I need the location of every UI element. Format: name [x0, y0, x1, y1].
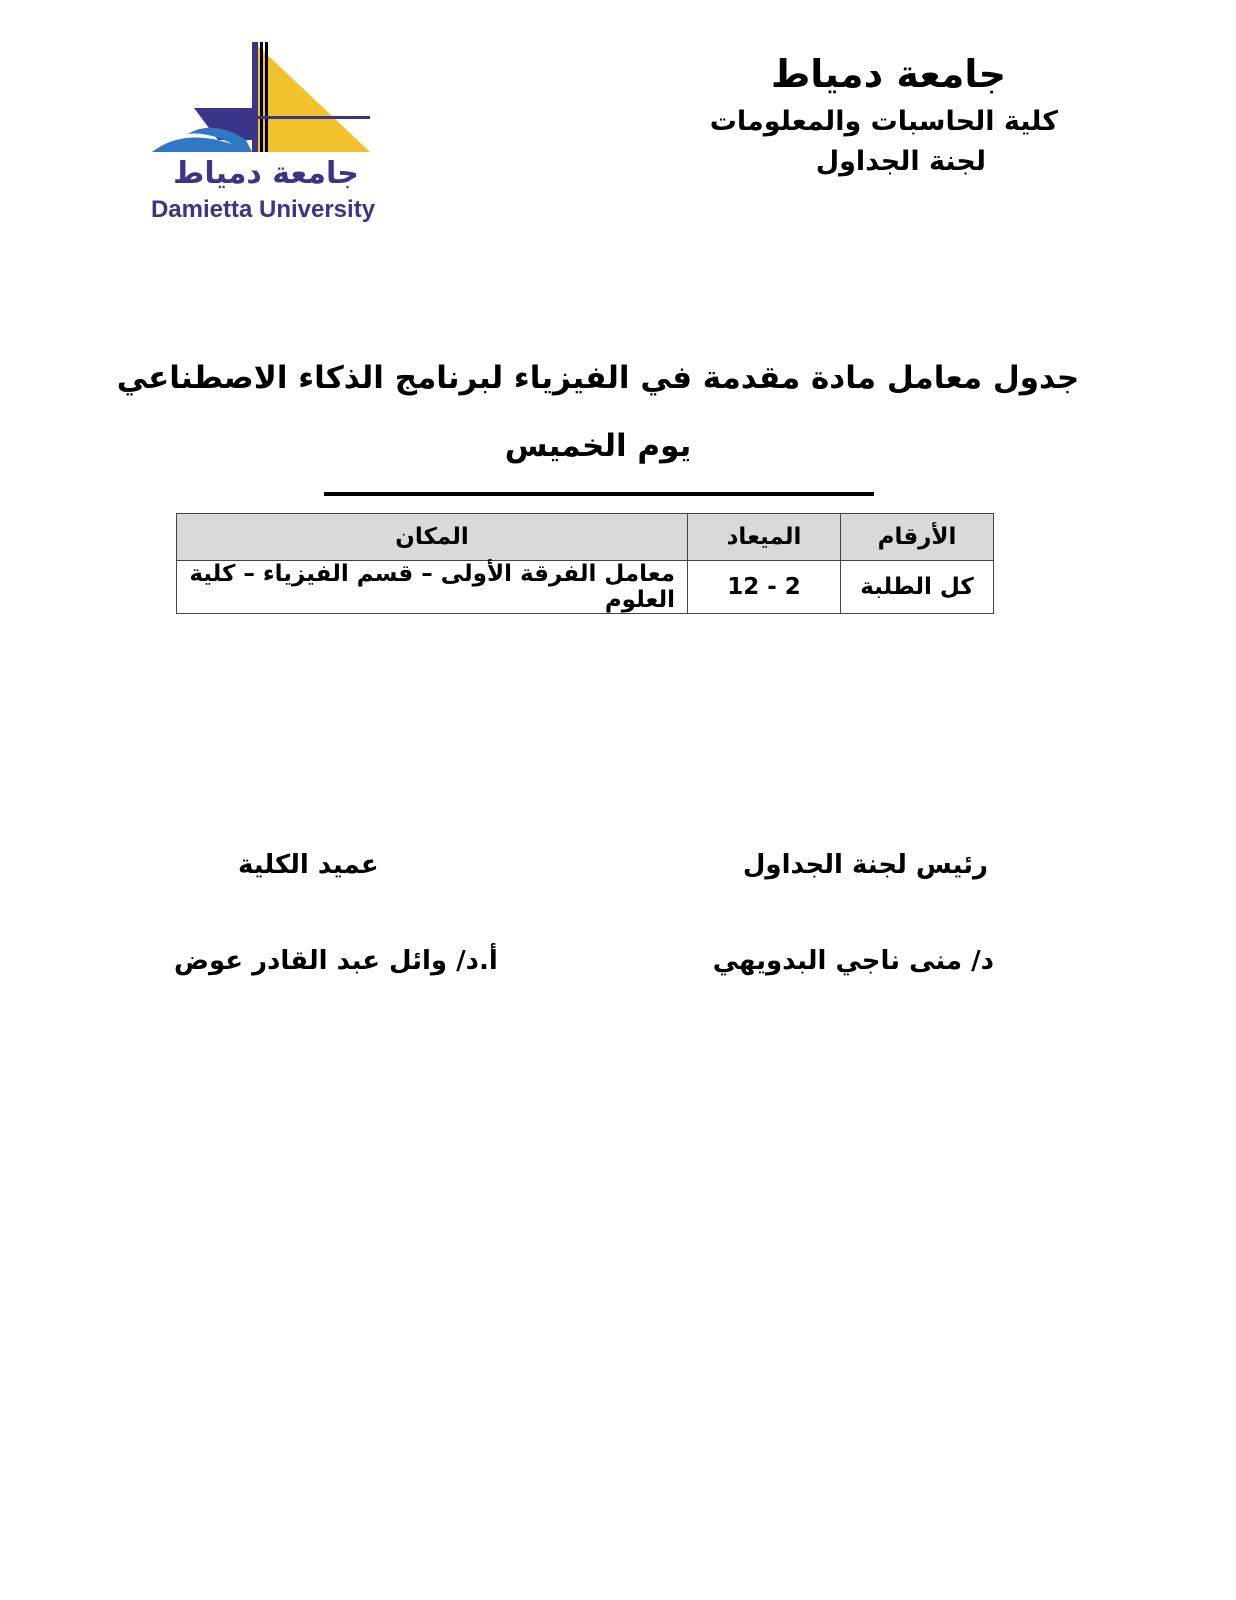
header-place: المكان — [177, 514, 688, 561]
table-header-row — [177, 514, 994, 561]
dean-title: عميد الكلية — [238, 850, 379, 880]
cell-numbers: كل الطلبة — [841, 561, 994, 614]
chair-title: رئيس لجنة الجداول — [742, 850, 988, 880]
table-row — [177, 561, 994, 614]
document-day: يوم الخميس — [504, 428, 692, 464]
title-underline — [324, 492, 874, 496]
university-name: جامعة دمياط — [770, 52, 1006, 96]
committee-name: لجنة الجداول — [815, 146, 986, 177]
logo-emblem-icon — [148, 40, 378, 160]
header-numbers: الأرقام — [841, 514, 994, 561]
document-title: جدول معامل مادة مقدمة في الفيزياء لبرنامج الذكاء الاصطناعي — [116, 360, 1080, 396]
cell-place: معامل الفرقة الأولى – قسم الفيزياء – كلية العلوم — [177, 561, 688, 614]
dean-name: أ.د/ وائل عبد القادر عوض — [174, 946, 498, 976]
logo-english-text: Damietta University — [150, 196, 376, 223]
logo-arabic-text: جامعة دمياط — [173, 156, 359, 191]
university-logo — [148, 40, 378, 230]
cell-time: 12 - 2 — [688, 561, 841, 614]
header-time: الميعاد — [688, 514, 841, 561]
chair-name: د/ منى ناجي البدويهي — [712, 946, 994, 976]
faculty-name: كلية الحاسبات والمعلومات — [709, 106, 1058, 137]
schedule-table — [176, 513, 994, 614]
